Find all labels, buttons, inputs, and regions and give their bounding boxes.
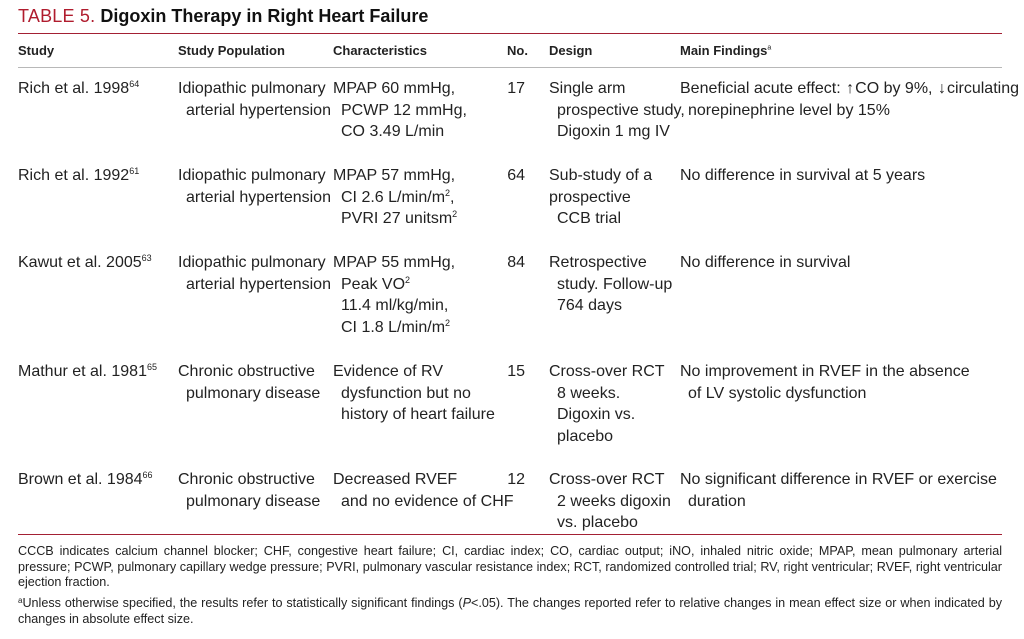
cell-findings: Beneficial acute effect: ↑CO by 9%, ↓circulating norepinephrine level by 15% [680,80,1019,119]
table-number: TABLE 5. [18,6,96,26]
cell-population: Chronic obstructive pulmonary disease [178,471,321,510]
table-row [18,351,1002,459]
table-row [18,459,1002,533]
cell-study: Brown et al. 1984$^{66}$ [18,470,153,488]
header-no: No. [507,43,528,58]
footnote-a: $^a$Unless otherwise specified, the results refer to statistically significant findings (P<.05). The changes reported refer to relative changes in mean effect size or when indicated by changes in absolute effect size. [18,596,1002,626]
footnote-abbreviations: CCCB indicates calcium channel blocker; CHF, congestive heart failure; CI, cardiac index; CO, cardiac output; iNO, inhaled nitric oxide; MPAP, mean pulmonary arterial pressure; PCWP, pulmonary capillary wedge pressure; PVRI, pulmonary vascular resistance index; RCT, randomized controlled trial; RV, right ventricular; RVEF, right ventricular ejection fraction. [18,544,1002,590]
table-caption: Digoxin Therapy in Right Heart Failure [100,6,429,26]
cell-characteristics: Evidence of RV dysfunction but no history of heart failure [333,363,495,423]
cell-design: Cross-over RCT 8 weeks. Digoxin vs. placebo [549,363,665,445]
cell-population: Chronic obstructive pulmonary disease [178,363,321,402]
table-row [18,155,1002,242]
reference-number: 61 [129,166,140,176]
cell-characteristics: Decreased RVEF and no evidence of CHF [333,471,514,510]
cell-design: Cross-over RCT 2 weeks digoxin vs. placebo [549,471,671,531]
table-title [18,6,1002,30]
table-row [18,242,1002,351]
cell-number: 64 [507,167,525,184]
cell-number: 84 [507,254,525,271]
up-arrow-icon: ↑ [846,80,855,97]
cell-study: Rich et al. 1998$^{64}$ [18,79,140,97]
reference-number: 63 [141,253,152,263]
cell-number: 17 [507,80,525,97]
cell-characteristics: MPAP 60 mmHg, PCWP 12 mmHg, CO 3.49 L/min [333,80,467,140]
cell-study: Rich et al. 1992$^{61}$ [18,166,140,184]
cell-findings: No difference in survival at 5 years [680,167,926,184]
table-container [18,6,1019,626]
cell-findings: No improvement in RVEF in the absence of LV systolic dysfunction [680,363,970,402]
header-population: Study Population [178,43,285,58]
cell-characteristics: MPAP 55 mmHg, Peak $VO^2$ 11.4 ml/kg/min, CI 1.8 $L/\min/m^2$ [333,254,456,336]
reference-number: 66 [142,470,153,480]
cell-population: Idiopathic pulmonary arterial hypertension [178,167,331,206]
cell-design: Sub-study of a prospective CCB trial [549,167,653,227]
cell-design: Single arm prospective study, Digoxin 1 mg IV [549,80,685,140]
cell-characteristics: MPAP 57 mmHg, CI 2.6 $L/\min/m^2$, PVRI 27 unitsm$^2$ [333,167,458,227]
footnote-marker: a [18,596,23,605]
cell-study: Kawut et al. 2005$^{63}$ [18,253,152,271]
cell-number: 15 [507,363,525,380]
findings-footnote-marker: a [767,44,772,52]
cell-findings: No significant difference in RVEF or exercise duration [680,471,997,510]
cell-population: Idiopathic pulmonary arterial hypertension [178,80,331,119]
cell-population: Idiopathic pulmonary arterial hypertension [178,254,331,293]
cell-study: Mathur et al. 1981$^{65}$ [18,362,157,380]
header-characteristics: Characteristics [333,43,427,58]
header-study: Study [18,43,55,58]
table-row [18,68,1019,155]
table-bottom-rule [18,534,1002,535]
header-findings: Main Findings$^a$ [680,43,772,58]
cell-design: Retrospective study. Follow-up 764 days [549,254,673,314]
cell-findings: No difference in survival [680,254,851,271]
header-design: Design [549,43,593,58]
table-header-row [18,34,1002,67]
reference-number: 65 [146,362,157,372]
reference-number: 64 [129,79,140,89]
cell-number: 12 [507,471,525,488]
down-arrow-icon: ↓ [937,80,946,97]
